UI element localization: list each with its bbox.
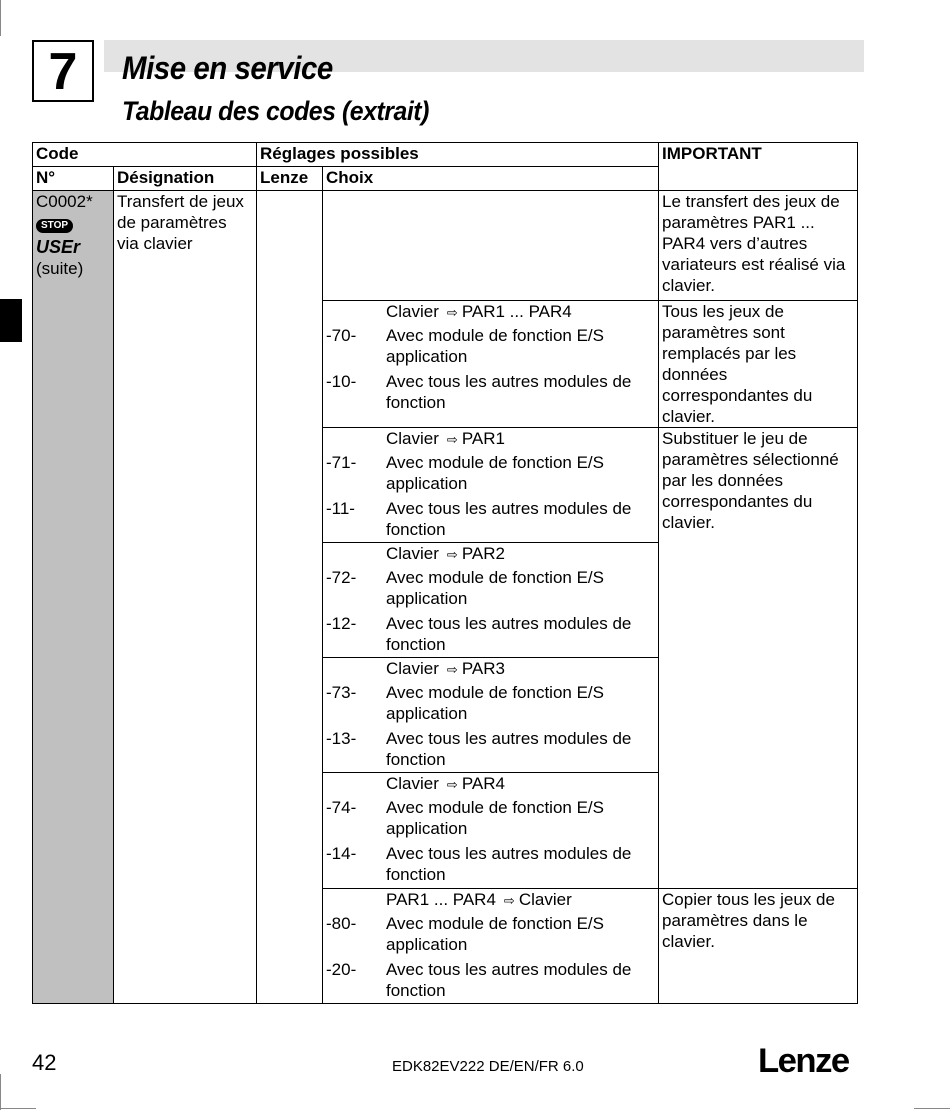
- document-reference: EDK82EV222 DE/EN/FR 6.0: [392, 1058, 584, 1075]
- group-head-to: PAR4: [461, 774, 505, 793]
- group-head-to: Clavier: [518, 890, 572, 909]
- page-subtitle: Tableau des codes (extrait): [122, 96, 429, 126]
- stop-badge: STOP: [36, 219, 73, 233]
- header-code: Code: [33, 143, 257, 167]
- choice-option: -13- Avec tous les autres modules de fonction: [326, 729, 632, 769]
- code-cell: [33, 191, 114, 1004]
- choix-group: [323, 889, 659, 1004]
- choice-option: -14- Avec tous les autres modules de fonction: [326, 844, 632, 884]
- choix-group: [323, 301, 659, 428]
- choice-option: -72- Avec module de fonction E/S application: [326, 568, 604, 608]
- choix-group: [323, 773, 659, 889]
- choice-option: -71- Avec module de fonction E/S application: [326, 453, 604, 493]
- choix-group-block: [323, 301, 658, 415]
- choice-option: -70- Avec module de fonction E/S application: [326, 326, 604, 366]
- group-head-from: Clavier: [386, 429, 439, 448]
- choice-option: -80- Avec module de fonction E/S application: [326, 914, 604, 954]
- code-table: [32, 142, 858, 1004]
- group-head-to: PAR1 ... PAR4: [461, 302, 572, 321]
- choix-group: [323, 658, 659, 773]
- important-intro: Le transfert des jeux de paramètres PAR1 ... PAR4 vers d’autres variateurs est réalisé via clavier.: [659, 191, 858, 301]
- arrow-right-icon: ⇨: [446, 777, 458, 792]
- chapter-number: 7: [32, 40, 94, 102]
- choix-intro-cell: [323, 191, 659, 301]
- header-reglages: Réglages possibles: [257, 143, 659, 167]
- choice-option: -11- Avec tous les autres modules de fonction: [326, 499, 632, 539]
- arrow-right-icon: ⇨: [503, 893, 515, 908]
- header-no: N°: [33, 167, 114, 191]
- header-choix: Choix: [323, 167, 659, 191]
- arrow-right-icon: ⇨: [446, 432, 458, 447]
- group-head-from: Clavier: [386, 774, 439, 793]
- designation-cell: Transfert de jeux de paramètres via clavier: [114, 191, 257, 1004]
- crop-mark-bottom-left-h: [0, 1108, 36, 1109]
- lenze-cell: [257, 191, 323, 1004]
- user-menu-label: USEr: [36, 237, 81, 257]
- page-number: 42: [32, 1050, 57, 1075]
- group-head-from: Clavier: [386, 544, 439, 563]
- header-lenze: Lenze: [257, 167, 323, 191]
- code-suite: (suite): [36, 259, 84, 278]
- chapter-side-tab: [0, 299, 22, 342]
- code-number: C0002*: [36, 192, 93, 211]
- group-head-from: PAR1 ... PAR4: [386, 890, 496, 909]
- choice-option: -12- Avec tous les autres modules de fonction: [326, 614, 632, 654]
- arrow-right-icon: ⇨: [446, 305, 458, 320]
- group-head-from: Clavier: [386, 302, 439, 321]
- arrow-right-icon: ⇨: [446, 662, 458, 677]
- choice-option: -73- Avec module de fonction E/S application: [326, 683, 604, 723]
- group-head-from: Clavier: [386, 659, 439, 678]
- crop-mark-bottom-left: [0, 1074, 1, 1110]
- crop-mark-bottom-right-h: [914, 1108, 950, 1109]
- important-substitute: Substituer le jeu de paramètres sélectionné par les données correspondantes du clavier.: [659, 428, 858, 889]
- lenze-logo: Lenze: [758, 1042, 849, 1080]
- choice-option: -74- Avec module de fonction E/S application: [326, 798, 604, 838]
- choix-group: [323, 543, 659, 658]
- group-head-to: PAR1: [461, 429, 505, 448]
- choix-group: [323, 428, 659, 543]
- choice-option: -20- Avec tous les autres modules de fonction: [326, 960, 632, 1000]
- header-designation: Désignation: [114, 167, 257, 191]
- group-head-to: PAR2: [461, 544, 505, 563]
- arrow-right-icon: ⇨: [446, 547, 458, 562]
- important-replace: Tous les jeux de paramètres sont remplacés par les données correspondantes du clavier.: [659, 301, 858, 428]
- crop-mark-top-left: [0, 0, 1, 36]
- header-important: IMPORTANT: [659, 143, 858, 191]
- group-head-to: PAR3: [461, 659, 505, 678]
- important-copy: Copier tous les jeux de paramètres dans le clavier.: [659, 889, 858, 1004]
- page-title: Mise en service: [122, 50, 333, 86]
- choice-option: -10- Avec tous les autres modules de fonction: [326, 372, 632, 412]
